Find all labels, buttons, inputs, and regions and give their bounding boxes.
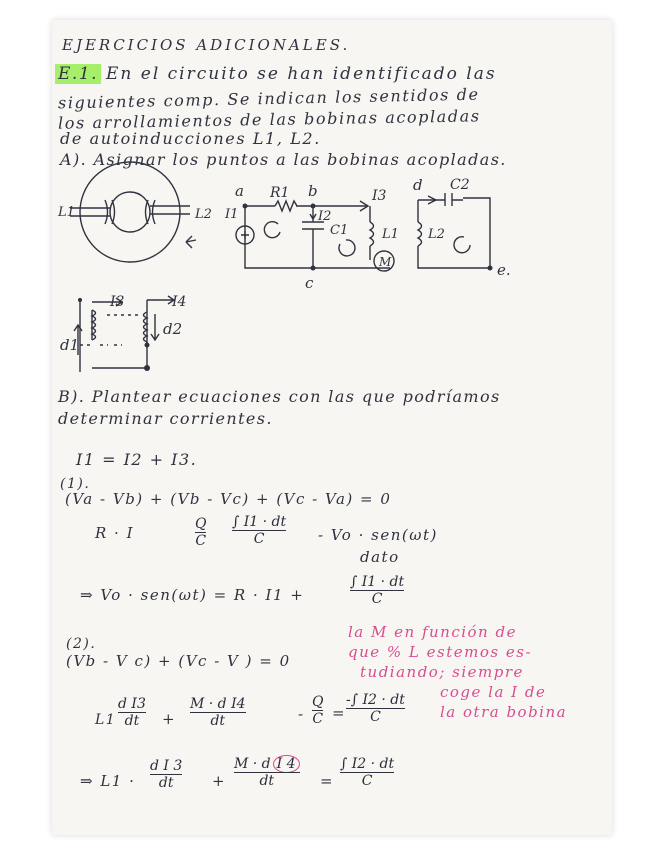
equals-sign-3: =: [320, 772, 335, 790]
integral-i1-over-c: ∫ I1 · dt C: [232, 514, 287, 547]
part-b-line-2: determinar corrientes.: [58, 409, 273, 428]
intro-line-2: siguientes comp. Se indican los sentidos de: [57, 84, 480, 113]
note-line-3: tudiando; siempre: [360, 663, 524, 681]
l2-label: L2: [428, 227, 445, 242]
plus-sign-2: +: [212, 772, 227, 790]
toroid-l1-label: L1: [58, 205, 75, 220]
kvl-equation-2: (Vb - V c) + (Vc - V ) = 0: [66, 652, 291, 670]
r1-label: R1: [270, 185, 290, 201]
c1-label: C1: [330, 223, 349, 238]
inductor-l2: [418, 222, 422, 246]
node-e-label: e.: [497, 261, 511, 279]
note-line-2: que % L estemos es-: [348, 643, 533, 661]
result-equation-2-lhs: ⇒ L1 ·: [80, 772, 136, 790]
l1-coef: L1: [95, 712, 117, 728]
note-line-4: coge la I de: [440, 683, 547, 701]
q-over-c-1: Q C: [195, 516, 207, 549]
result2-m-di4-over-dt: M · d I 4 dt: [234, 756, 300, 789]
detail-d2-label: d2: [163, 320, 183, 338]
toroid-outer: [80, 162, 180, 262]
eq-label-2: (2).: [66, 636, 97, 652]
note-line-1: la M en función de: [348, 623, 517, 641]
kvl-equation-1: (Va - Vb) + (Vb - Vc) + (Vc - Va) = 0: [65, 490, 392, 508]
plus-sign-1: +: [162, 710, 177, 728]
kcl-equation: I1 = I2 + I3.: [76, 450, 198, 469]
part-a-heading: A). Asignar los puntos a las bobinas acopladas.: [60, 150, 507, 169]
intro-line-4: de autoinducciones L1, L2.: [60, 129, 321, 148]
dato-label: dato: [360, 548, 400, 566]
page-title: EJERCICIOS ADICIONALES.: [62, 36, 351, 54]
source-term: - Vo · sen(ωt): [318, 526, 438, 544]
i2-label: I2: [318, 209, 332, 224]
toroid-l2-label: L2: [195, 207, 212, 222]
detail-i3-label: I3: [110, 294, 125, 310]
note-line-5: la otra bobina: [440, 703, 568, 721]
result2-di3-over-dt: d I 3 dt: [150, 758, 183, 791]
intro-line-3: los arrollamientos de las bobinas acopladas: [57, 106, 481, 133]
detail-d1-label: d1: [60, 336, 80, 354]
i1-label: I1: [225, 207, 239, 222]
result2-integral-i2-over-c: ∫ I2 · dt C: [340, 756, 395, 789]
m-label: M: [379, 255, 392, 269]
result-equation-1: ⇒ Vo · sen(ωt) = R · I1 +: [80, 586, 305, 604]
node-b-label: b: [308, 182, 318, 200]
toroid-inner: [110, 192, 150, 232]
under-r-i: R · I: [95, 524, 135, 542]
m-di4-over-dt: M · d I4 dt: [190, 696, 246, 729]
node-a-label: a: [235, 182, 244, 200]
circuit-diagram: [0, 0, 655, 380]
resistor-r1: [275, 201, 297, 211]
q-over-c-2: Q C: [312, 694, 324, 727]
intro-line-1: En el circuito se han identificado las: [106, 64, 497, 84]
i3-label: I3: [372, 188, 387, 204]
l1-label: L1: [382, 227, 399, 242]
circled-i4: I 4: [273, 755, 300, 773]
integral-result-1: ∫ I1 · dt C: [350, 574, 405, 607]
di3-over-dt: d I3 dt: [118, 696, 146, 729]
inductor-l1: [370, 222, 374, 246]
integral-i2-over-c-a: -∫ I2 · dt C: [346, 692, 405, 725]
node-d-label: d: [413, 176, 423, 194]
detail-i4-label: I4: [172, 294, 187, 310]
node-c-label: c: [305, 274, 314, 292]
capacitor-c2: [418, 193, 463, 206]
arrow-left-icon: [186, 236, 196, 248]
exercise-highlight: E.1.: [55, 64, 101, 84]
c2-label: C2: [450, 177, 470, 193]
eq-label-1: (1).: [60, 476, 91, 492]
minus-sign-q: -: [298, 705, 305, 723]
equals-sign-2: =: [332, 704, 347, 722]
part-b-line-1: B). Plantear ecuaciones con las que podríamos: [58, 387, 501, 406]
